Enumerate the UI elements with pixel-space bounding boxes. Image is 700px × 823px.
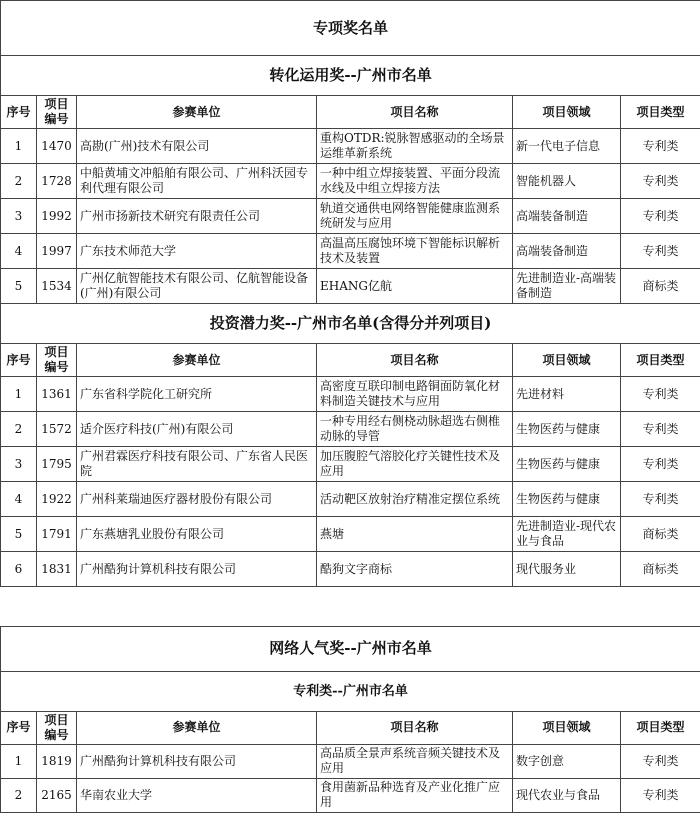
col-header-no: 序号 bbox=[1, 96, 37, 129]
table-row bbox=[1, 377, 700, 412]
cell-name: 高品质全景声系统音频关键技术及应用 bbox=[317, 744, 513, 778]
col-header-unit: 参赛单位 bbox=[77, 711, 317, 744]
header-row bbox=[1, 344, 700, 377]
col-header-name: 项目名称 bbox=[317, 711, 513, 744]
section-title-popularity: 网络人气奖--广州市名单 bbox=[1, 627, 700, 671]
cell-type: 专利类 bbox=[621, 412, 700, 447]
cell-code: 1831 bbox=[37, 552, 77, 587]
cell-name: 高温高压腐蚀环境下智能标识解析技术及装置 bbox=[317, 234, 513, 269]
table-row bbox=[1, 412, 700, 447]
cell-unit: 适介医疗科技(广州)有限公司 bbox=[77, 412, 317, 447]
header-row bbox=[1, 711, 700, 744]
cell-code: 1572 bbox=[37, 412, 77, 447]
col-header-code: 项目编号 bbox=[37, 96, 77, 129]
cell-code: 1728 bbox=[37, 164, 77, 199]
cell-type: 专利类 bbox=[621, 744, 700, 778]
table-row bbox=[1, 517, 700, 552]
cell-field: 新一代电子信息 bbox=[513, 129, 621, 164]
cell-name: 一种中组立焊接装置、平面分段流水线及中组立焊接方法 bbox=[317, 164, 513, 199]
award-table-bottom bbox=[0, 627, 700, 813]
table-row bbox=[1, 129, 700, 164]
cell-no: 2 bbox=[1, 164, 37, 199]
section3-body bbox=[1, 744, 700, 812]
col-header-no: 序号 bbox=[1, 344, 37, 377]
cell-code: 1997 bbox=[37, 234, 77, 269]
table-row bbox=[1, 269, 700, 304]
cell-field: 先进制造业-高端装备制造 bbox=[513, 269, 621, 304]
cell-no: 3 bbox=[1, 447, 37, 482]
table-row bbox=[1, 447, 700, 482]
col-header-field: 项目领域 bbox=[513, 96, 621, 129]
cell-name: 活动靶区放射治疗精准定摆位系统 bbox=[317, 482, 513, 517]
cell-field: 数字创意 bbox=[513, 744, 621, 778]
cell-type: 专利类 bbox=[621, 234, 700, 269]
section-title-transfer: 转化运用奖--广州市名单 bbox=[1, 56, 700, 96]
table-row bbox=[1, 482, 700, 517]
col-header-name: 项目名称 bbox=[317, 344, 513, 377]
subsection-title-patent: 专利类--广州市名单 bbox=[1, 671, 700, 711]
section-title-investment: 投资潜力奖--广州市名单(含得分并列项目) bbox=[1, 304, 700, 344]
col-header-type: 项目类型 bbox=[621, 96, 700, 129]
subsection-title-row bbox=[1, 671, 700, 711]
cell-name: 一种专用经右侧桡动脉超选右侧椎动脉的导管 bbox=[317, 412, 513, 447]
col-header-type: 项目类型 bbox=[621, 344, 700, 377]
cell-field: 生物医药与健康 bbox=[513, 447, 621, 482]
cell-field: 先进制造业-现代农业与食品 bbox=[513, 517, 621, 552]
cell-no: 1 bbox=[1, 377, 37, 412]
header-row bbox=[1, 96, 700, 129]
cell-no: 5 bbox=[1, 269, 37, 304]
table-row bbox=[1, 552, 700, 587]
cell-field: 高端装备制造 bbox=[513, 234, 621, 269]
cell-unit: 广州酷狗计算机科技有限公司 bbox=[77, 744, 317, 778]
col-header-name: 项目名称 bbox=[317, 96, 513, 129]
divider bbox=[0, 626, 700, 627]
col-header-type: 项目类型 bbox=[621, 711, 700, 744]
col-header-field: 项目领域 bbox=[513, 711, 621, 744]
cell-field: 生物医药与健康 bbox=[513, 482, 621, 517]
section2-body bbox=[1, 377, 700, 587]
cell-name: 加压腹腔气溶胶化疗关键性技术及应用 bbox=[317, 447, 513, 482]
table-row bbox=[1, 778, 700, 812]
cell-code: 1795 bbox=[37, 447, 77, 482]
cell-unit: 广州市扬新技术研究有限责任公司 bbox=[77, 199, 317, 234]
cell-unit: 广东技术师范大学 bbox=[77, 234, 317, 269]
doc-title: 专项奖名单 bbox=[1, 1, 700, 56]
cell-type: 商标类 bbox=[621, 517, 700, 552]
cell-no: 6 bbox=[1, 552, 37, 587]
cell-field: 先进材料 bbox=[513, 377, 621, 412]
cell-no: 2 bbox=[1, 412, 37, 447]
section-gap bbox=[0, 587, 700, 627]
cell-field: 智能机器人 bbox=[513, 164, 621, 199]
cell-no: 2 bbox=[1, 778, 37, 812]
doc-title-row bbox=[1, 1, 700, 56]
col-header-unit: 参赛单位 bbox=[77, 344, 317, 377]
cell-code: 1791 bbox=[37, 517, 77, 552]
table-row bbox=[1, 199, 700, 234]
cell-type: 专利类 bbox=[621, 164, 700, 199]
cell-type: 专利类 bbox=[621, 129, 700, 164]
col-header-code: 项目编号 bbox=[37, 711, 77, 744]
cell-type: 专利类 bbox=[621, 482, 700, 517]
cell-field: 现代服务业 bbox=[513, 552, 621, 587]
cell-type: 专利类 bbox=[621, 377, 700, 412]
cell-name: 食用菌新品种选育及产业化推广应用 bbox=[317, 778, 513, 812]
cell-name: EHANG亿航 bbox=[317, 269, 513, 304]
cell-unit: 中船黄埔文冲船舶有限公司、广州科沃园专利代理有限公司 bbox=[77, 164, 317, 199]
cell-unit: 广东燕塘乳业股份有限公司 bbox=[77, 517, 317, 552]
cell-no: 5 bbox=[1, 517, 37, 552]
cell-unit: 华南农业大学 bbox=[77, 778, 317, 812]
table-row bbox=[1, 164, 700, 199]
cell-unit: 广东省科学院化工研究所 bbox=[77, 377, 317, 412]
col-header-no: 序号 bbox=[1, 711, 37, 744]
cell-field: 高端装备制造 bbox=[513, 199, 621, 234]
cell-no: 4 bbox=[1, 482, 37, 517]
cell-name: 酷狗文字商标 bbox=[317, 552, 513, 587]
cell-unit: 广州君霖医疗科技有限公司、广东省人民医院 bbox=[77, 447, 317, 482]
cell-code: 1992 bbox=[37, 199, 77, 234]
section1-body bbox=[1, 129, 700, 304]
col-header-field: 项目领域 bbox=[513, 344, 621, 377]
cell-unit: 高勘(广州)技术有限公司 bbox=[77, 129, 317, 164]
col-header-unit: 参赛单位 bbox=[77, 96, 317, 129]
cell-name: 重构OTDR:锐脉智感驱动的全场景运维革新系统 bbox=[317, 129, 513, 164]
table-row bbox=[1, 744, 700, 778]
cell-field: 生物医药与健康 bbox=[513, 412, 621, 447]
cell-code: 1534 bbox=[37, 269, 77, 304]
cell-code: 1922 bbox=[37, 482, 77, 517]
cell-type: 专利类 bbox=[621, 447, 700, 482]
cell-name: 高密度互联印制电路铜面防氧化材料制造关键技术与应用 bbox=[317, 377, 513, 412]
cell-no: 4 bbox=[1, 234, 37, 269]
cell-code: 1819 bbox=[37, 744, 77, 778]
cell-name: 燕塘 bbox=[317, 517, 513, 552]
cell-type: 商标类 bbox=[621, 552, 700, 587]
section-title-row bbox=[1, 627, 700, 671]
cell-unit: 广州亿航智能技术有限公司、亿航智能设备(广州)有限公司 bbox=[77, 269, 317, 304]
col-header-code: 项目编号 bbox=[37, 344, 77, 377]
cell-no: 1 bbox=[1, 744, 37, 778]
cell-field: 现代农业与食品 bbox=[513, 778, 621, 812]
cell-type: 专利类 bbox=[621, 778, 700, 812]
cell-unit: 广州酷狗计算机科技有限公司 bbox=[77, 552, 317, 587]
cell-code: 1470 bbox=[37, 129, 77, 164]
cell-unit: 广州科莱瑞迪医疗器材股份有限公司 bbox=[77, 482, 317, 517]
cell-code: 1361 bbox=[37, 377, 77, 412]
section-title-row bbox=[1, 56, 700, 96]
table-row bbox=[1, 234, 700, 269]
cell-code: 2165 bbox=[37, 778, 77, 812]
cell-no: 1 bbox=[1, 129, 37, 164]
cell-no: 3 bbox=[1, 199, 37, 234]
cell-type: 专利类 bbox=[621, 199, 700, 234]
cell-name: 轨道交通供电网络智能健康监测系统研发与应用 bbox=[317, 199, 513, 234]
cell-type: 商标类 bbox=[621, 269, 700, 304]
section-title-row bbox=[1, 304, 700, 344]
